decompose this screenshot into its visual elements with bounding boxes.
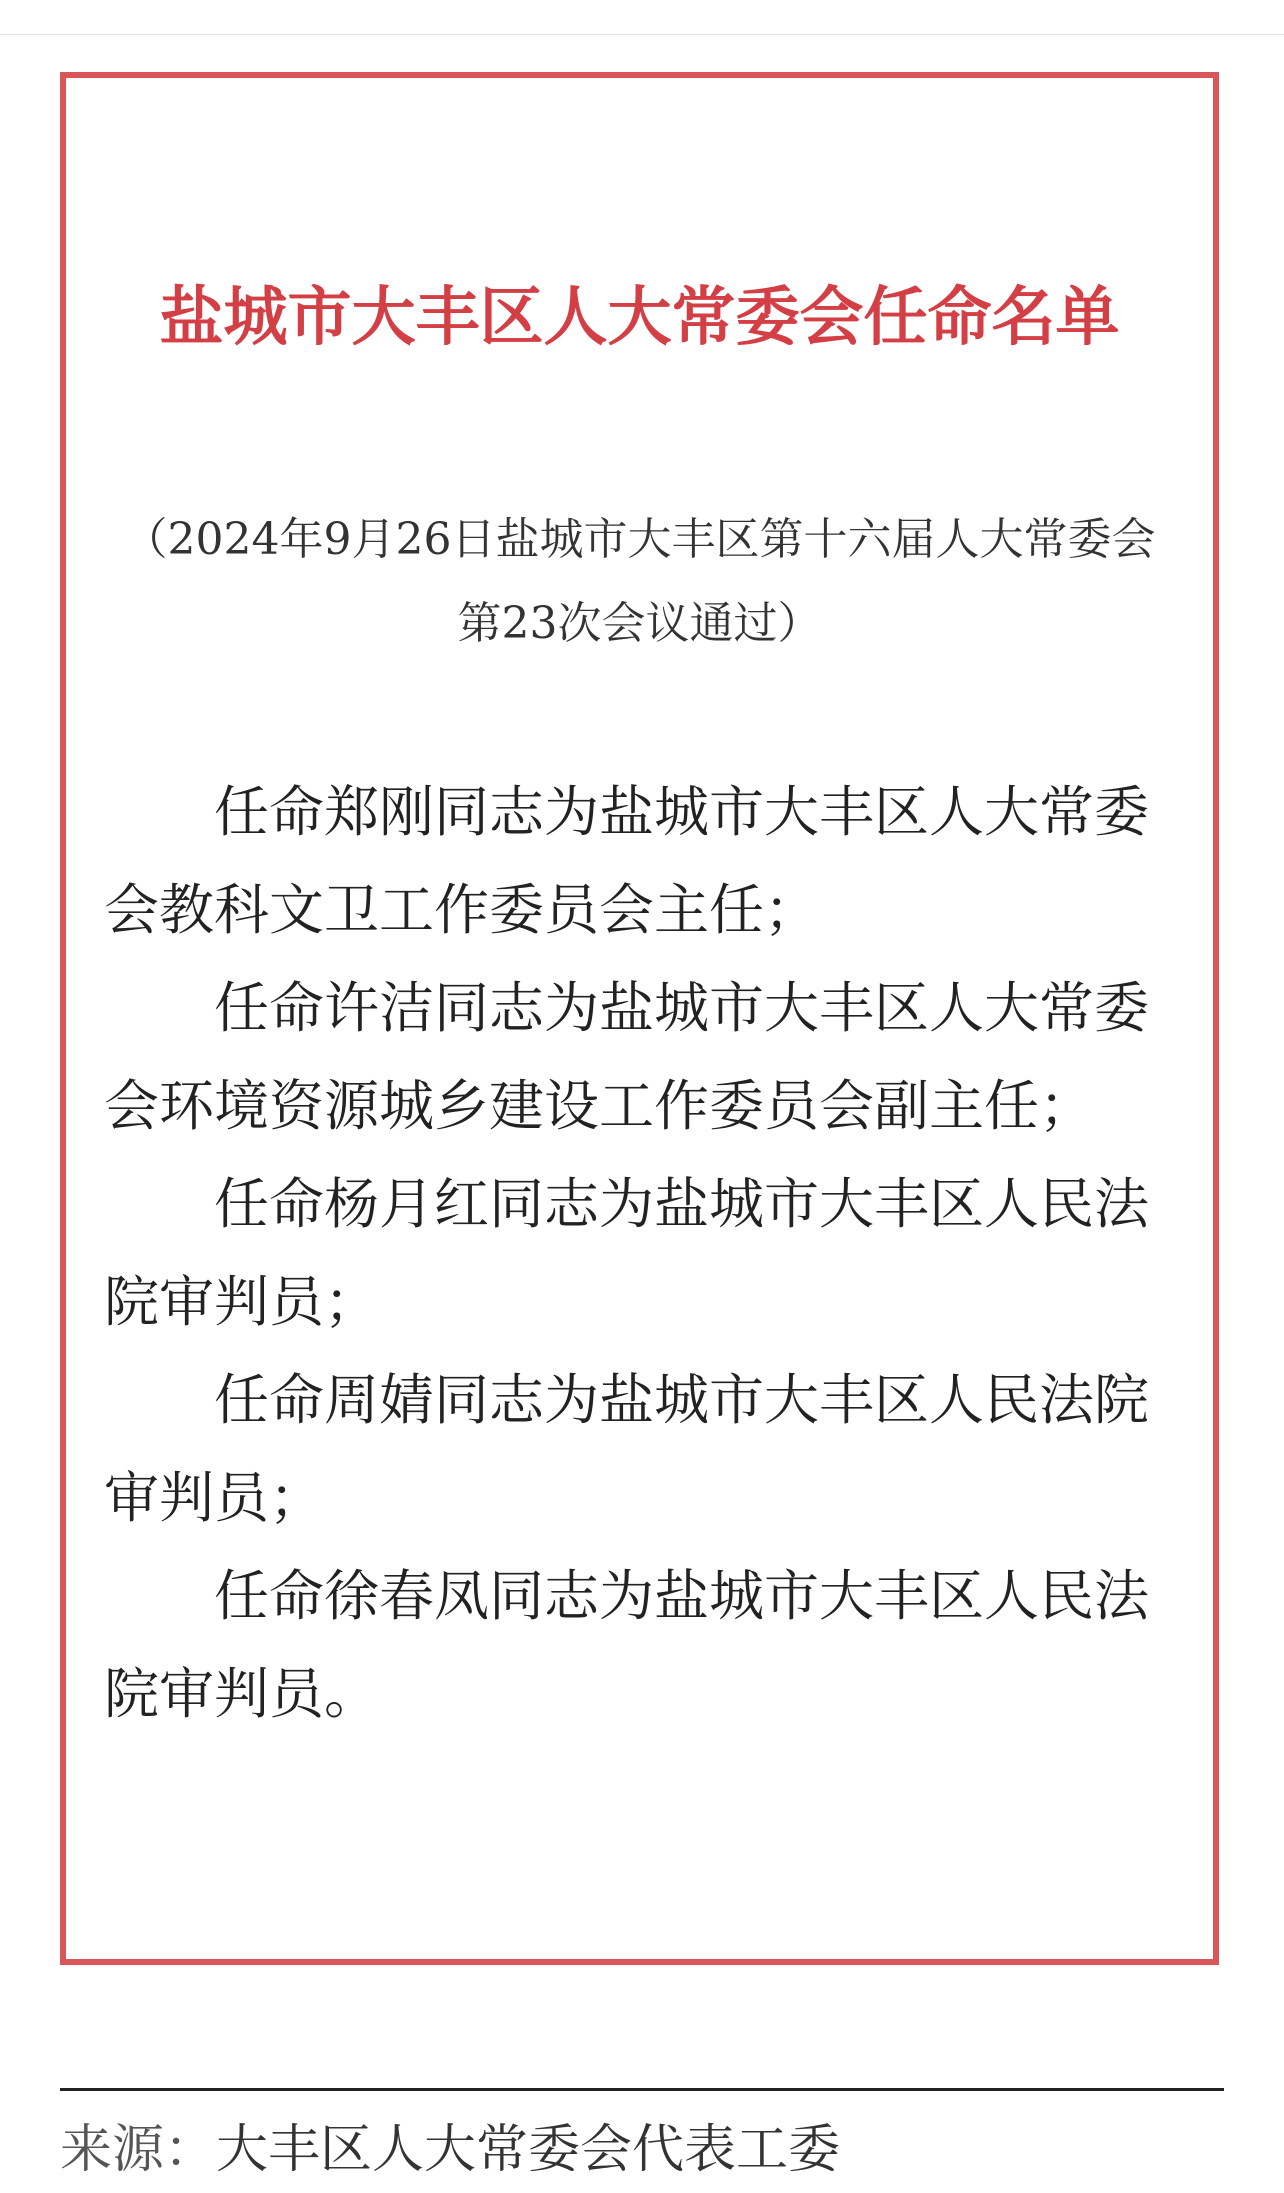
- source-value: 大丰区人大常委会代表工委: [216, 2120, 841, 2180]
- source-line: [60, 2110, 840, 2190]
- appointment-item: 任命郑刚同志为盐城市大丰区人大常委会教科文卫工作委员会主任；: [104, 780, 1150, 942]
- top-divider: [0, 0, 1284, 35]
- notice-subtitle: （2024年9月26日盐城市大丰区第十六届人大常委会第23次会议通过）: [123, 514, 1156, 649]
- appointment-notice-frame: [60, 72, 1219, 1965]
- notice-title: 盐城市大丰区人大常委会任命名单: [159, 281, 1120, 355]
- appointment-list: [104, 763, 1189, 1743]
- appointment-item: 任命杨月红同志为盐城市大丰区人民法院审判员；: [104, 1172, 1150, 1334]
- source-label: 来源：: [60, 2120, 217, 2180]
- appointment-item: 任命徐春凤同志为盐城市大丰区人民法院审判员。: [104, 1564, 1150, 1726]
- appointment-item: 任命许洁同志为盐城市大丰区人大常委会环境资源城乡建设工作委员会副主任；: [104, 976, 1150, 1138]
- source-divider: [60, 2088, 1224, 2091]
- appointment-item: 任命周婧同志为盐城市大丰区人民法院审判员；: [104, 1368, 1150, 1530]
